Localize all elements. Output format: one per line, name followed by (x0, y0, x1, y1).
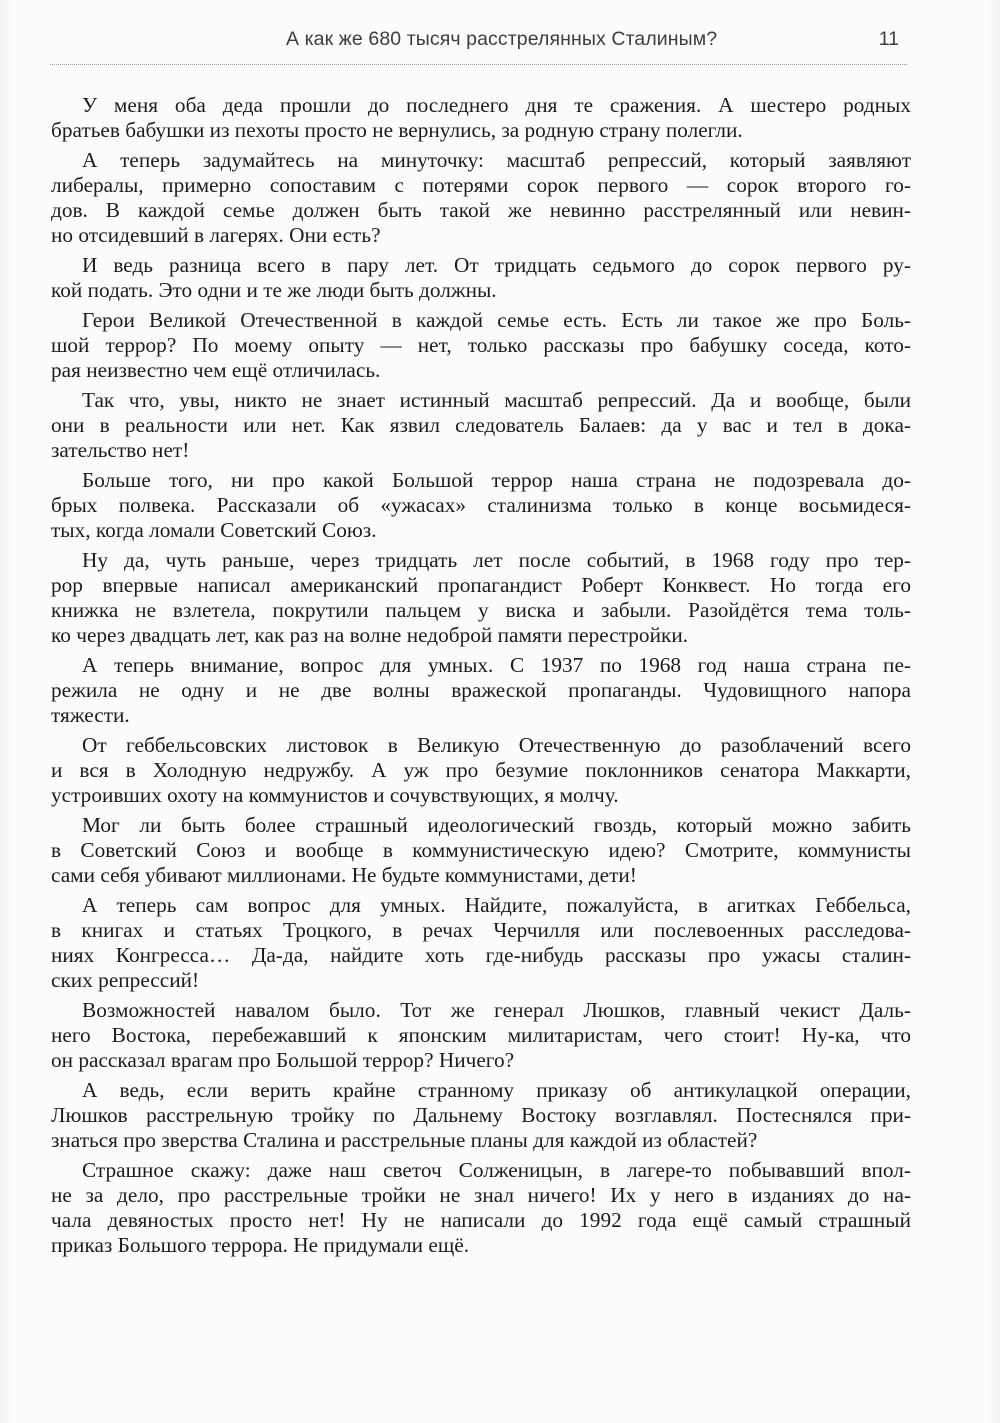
paragraph (51, 148, 911, 248)
text-line: Так что, увы, никто не знает истинный масштаб репрессий. Да и вообще, были (82, 388, 911, 412)
text-line: но отсидевший в лагерях. Они есть? (51, 223, 381, 247)
paragraph (51, 93, 911, 143)
text-line: в книгах и статьях Троцкого, в речах Черчилля или послевоенных расследова- (51, 918, 911, 942)
paragraph (51, 1078, 911, 1153)
header-dotted-rule (50, 64, 907, 65)
running-header (50, 28, 907, 68)
paragraph (51, 548, 911, 648)
paragraph (51, 813, 911, 888)
text-line: он рассказал врагам про Большой террор? Ничего? (51, 1048, 515, 1072)
text-line: Возможностей навалом было. Тот же генерал Люшков, главный чекист Даль- (82, 998, 911, 1022)
text-line: Ну да, чуть раньше, через тридцать лет после событий, в 1968 году про тер- (82, 548, 911, 572)
paragraph (51, 468, 911, 543)
text-line: У меня оба деда прошли до последнего дня те сражения. А шестеро родных (82, 93, 911, 117)
text-line: кой подать. Это одни и те же люди быть должны. (51, 278, 497, 302)
text-line: А теперь внимание, вопрос для умных. С 1937 по 1968 год наша страна пе- (82, 653, 911, 677)
text-line: устроивших охоту на коммунистов и сочувствующих, я молчу. (51, 783, 619, 807)
paragraph (51, 253, 911, 303)
page-number: 11 (878, 28, 899, 50)
running-title: А как же 680 тысяч расстрелянных Сталиным? (286, 28, 718, 50)
text-line: ских репрессий! (51, 968, 200, 992)
text-line: Страшное скажу: даже наш светоч Солженицын, в лагере-то побывавший впол- (82, 1158, 911, 1182)
paragraph (51, 388, 911, 463)
text-line: зательство нет! (51, 438, 190, 462)
text-line: не за дело, про расстрельные тройки не знал ничего! Их у него в изданиях до на- (51, 1183, 911, 1207)
text-line: ниях Конгресса… Да-да, найдите хоть где-нибудь рассказы про ужасы сталин- (51, 943, 911, 967)
text-line: тых, когда ломали Советский Союз. (51, 518, 377, 542)
text-line: Люшков расстрельную тройку по Дальнему Востоку возглавлял. Постеснялся при- (51, 1103, 911, 1127)
text-line: Герои Великой Отечественной в каждой семье есть. Есть ли такое же про Боль- (82, 308, 911, 332)
text-line: От геббельсовских листовок в Великую Отечественную до разоблачений всего (82, 733, 911, 757)
text-line: рор впервые написал американский пропагандист Роберт Конквест. Но тогда его (51, 573, 911, 597)
text-line: ко через двадцать лет, как раз на волне недоброй памяти перестройки. (51, 623, 689, 647)
text-line: А теперь задумайтесь на минуточку: масштаб репрессий, который заявляют (82, 148, 911, 172)
paragraph (51, 308, 911, 383)
text-line: книжка не взлетела, покрутили пальцем у виска и забыли. Разойдётся тема толь- (51, 598, 911, 622)
text-line: и вся в Холодную недружбу. А уж про безумие поклонников сенатора Маккарти, (51, 758, 911, 782)
text-line: в Советский Союз и вообще в коммунистическую идею? Смотрите, коммунисты (51, 838, 911, 862)
text-line: приказ Большого террора. Не придумали ещё. (51, 1233, 470, 1257)
text-line: знаться про зверства Сталина и расстрельные планы для каждой из областей? (51, 1128, 758, 1152)
paragraph (51, 998, 911, 1073)
text-line: режила не одну и не две волны вражеской пропаганды. Чудовищного напора (51, 678, 911, 702)
text-line: шой террор? По моему опыту — нет, только рассказы про бабушку соседа, кото- (51, 333, 911, 357)
text-line: тяжести. (51, 703, 130, 727)
body-text (51, 93, 911, 1258)
text-line: Мог ли быть более страшный идеологический гвоздь, который можно забить (82, 813, 911, 837)
text-line: Больше того, ни про какой Большой террор наша страна не подозревала до- (82, 468, 911, 492)
text-line: А ведь, если верить крайне странному приказу об антикулацкой операции, (82, 1078, 911, 1102)
text-line: сами себя убивают миллионами. Не будьте коммунистами, дети! (51, 863, 637, 887)
text-line: него Востока, перебежавший к японским милитаристам, чего стоит! Ну-ка, что (51, 1023, 911, 1047)
paragraph (51, 1158, 911, 1258)
text-line: рая неизвестно чем ещё отличилась. (51, 358, 381, 382)
text-line: братьев бабушки из пехоты просто не вернулись, за родную страну полегли. (51, 118, 743, 142)
text-line: либералы, примерно сопоставим с потерями сорок первого — сорок второго го- (51, 173, 911, 197)
paragraph (51, 893, 911, 993)
text-line: И ведь разница всего в пару лет. От тридцать седьмого до сорок первого ру- (82, 253, 911, 277)
paragraph (51, 653, 911, 728)
text-line: брых полвека. Рассказали об «ужасах» сталинизма только в конце восьмидеся- (51, 493, 911, 517)
paragraph (51, 733, 911, 808)
text-line: А теперь сам вопрос для умных. Найдите, пожалуйста, в агитках Геббельса, (82, 893, 911, 917)
text-line: чала девяностых просто нет! Ну не написали до 1992 года ещё самый страшный (51, 1208, 911, 1232)
text-line: дов. В каждой семье должен быть такой же невинно расстрелянный или невин- (51, 198, 911, 222)
text-line: они в реальности или нет. Как язвил следователь Балаев: да у вас и тел в дока- (51, 413, 911, 437)
